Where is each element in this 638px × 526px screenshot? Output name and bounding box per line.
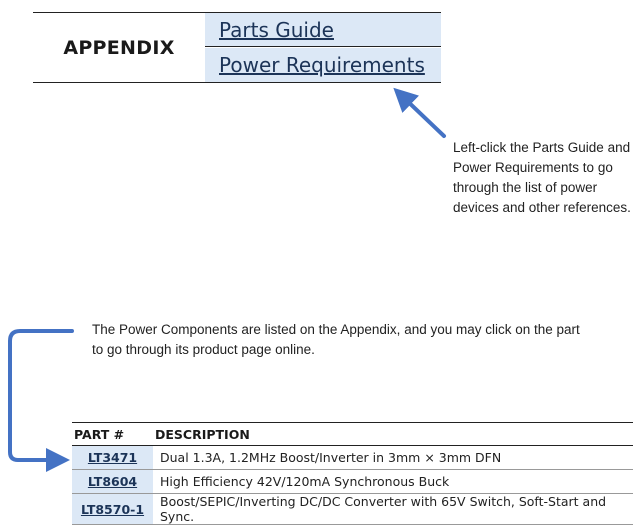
- part-number-header: PART #: [72, 423, 153, 446]
- parts-hint-text: The Power Components are listed on the Appendix, and you may click on the part to go through its product page online.: [92, 322, 580, 357]
- part-link[interactable]: LT8570-1: [72, 494, 153, 525]
- part-link[interactable]: LT8604: [72, 470, 153, 494]
- arrow-to-parts: [10, 331, 72, 460]
- appendix-title: APPENDIX: [33, 12, 205, 83]
- power-requirements-link[interactable]: Power Requirements: [205, 48, 441, 82]
- part-description: Boost/SEPIC/Inverting DC/DC Converter with 65V Switch, Soft-Start and Sync.: [153, 494, 633, 525]
- part-description: High Efficiency 42V/120mA Synchronous Buck: [153, 470, 633, 494]
- links-hint-text: Left-click the Parts Guide and Power Requirements to go through the list of power devices and other references.: [453, 140, 631, 215]
- part-description: Dual 1.3A, 1.2MHz Boost/Inverter in 3mm × 3mm DFN: [153, 446, 633, 470]
- arrow-to-links: [402, 96, 444, 136]
- description-header: DESCRIPTION: [153, 423, 633, 446]
- part-link[interactable]: LT3471: [72, 446, 153, 470]
- parts-guide-link[interactable]: Parts Guide: [205, 13, 441, 47]
